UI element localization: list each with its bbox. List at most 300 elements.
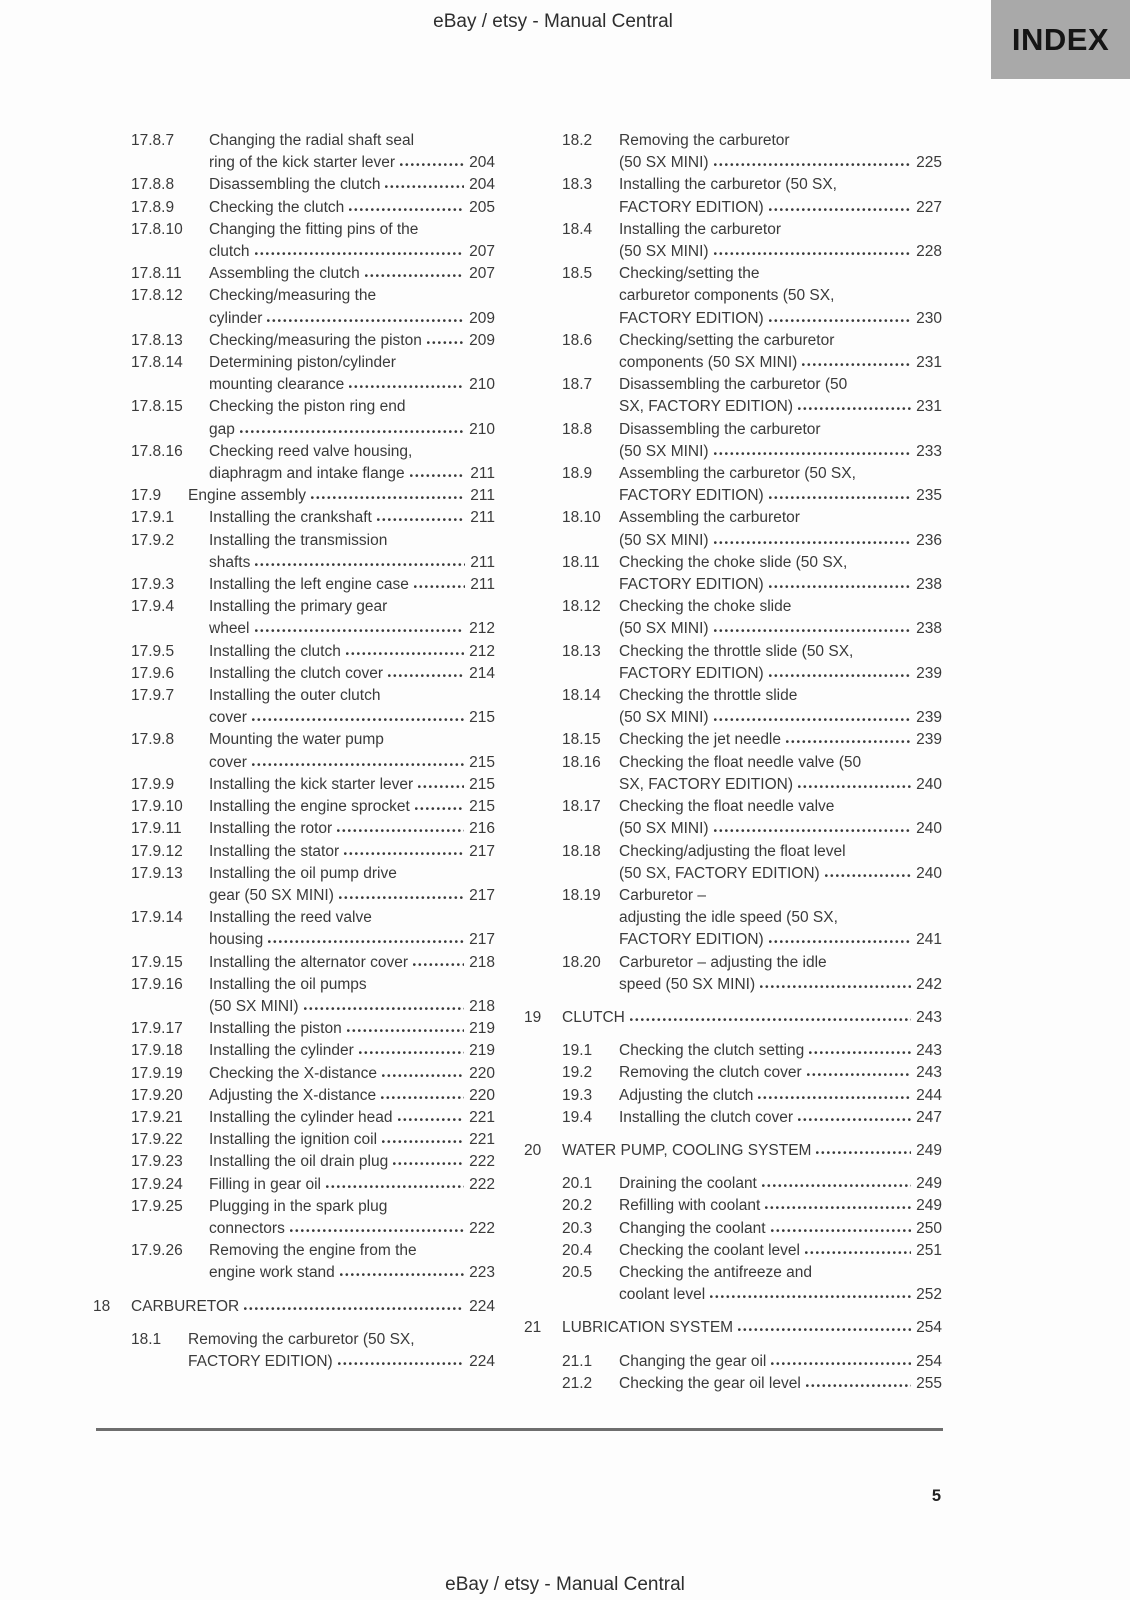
- toc-entry-text: Checking the jet needle: [619, 731, 782, 749]
- toc-entry-number: 17.9.3: [131, 576, 175, 594]
- toc-entry-number: 18.7: [562, 376, 593, 394]
- toc-entry-last-line: [619, 1284, 942, 1306]
- toc-entry-number: 18.16: [562, 753, 601, 771]
- toc-entry: [93, 1018, 495, 1040]
- toc-entry-body: [619, 1173, 942, 1195]
- toc-page-number: 218: [469, 953, 495, 971]
- dotted-leader: [802, 362, 911, 367]
- toc-entry-number: 19.1: [562, 1042, 593, 1060]
- dotted-leader: [771, 1228, 912, 1233]
- toc-entry-text: engine work stand: [209, 1264, 335, 1282]
- toc-entry-body: [209, 1018, 495, 1040]
- dotted-leader: [338, 1361, 464, 1366]
- toc-entry: [93, 574, 495, 596]
- toc-entry-text: WATER PUMP, COOLING SYSTEM: [562, 1141, 812, 1159]
- toc-page-number: 243: [916, 1042, 942, 1060]
- toc-entry-body: [619, 841, 942, 885]
- toc-page-number: 222: [469, 1153, 495, 1171]
- toc-entry-body: [562, 1140, 942, 1162]
- toc-entry-body: [209, 285, 495, 329]
- toc-entry-text: speed (50 SX MINI): [619, 975, 756, 993]
- dotted-leader: [630, 1017, 911, 1022]
- toc-entry-text: (50 SX MINI): [619, 154, 709, 172]
- toc-entry-last-line: [209, 1151, 495, 1173]
- toc-entry: [524, 1085, 942, 1107]
- toc-entry-last-line: [209, 1063, 495, 1085]
- dotted-leader: [825, 873, 911, 878]
- toc-entry-number: 18.12: [562, 598, 601, 616]
- toc-page-number: 211: [470, 487, 495, 505]
- toc-entry: [93, 818, 495, 840]
- toc-entry-body: [619, 419, 942, 463]
- toc-page-number: 222: [469, 1175, 495, 1193]
- toc-entry-last-line: [209, 663, 495, 685]
- toc-page-number: 244: [916, 1086, 942, 1104]
- toc-entry-body: [209, 1196, 495, 1240]
- toc-entry-number: 18.19: [562, 886, 601, 904]
- toc-entry: [93, 907, 495, 951]
- toc-entry-text: (50 SX MINI): [619, 820, 709, 838]
- toc-entry-body: [188, 485, 495, 507]
- toc-entry: [93, 330, 495, 352]
- toc-entry-text: (50 SX MINI): [619, 243, 709, 261]
- toc-entry-last-line: [619, 1040, 942, 1062]
- toc-entry-number: 20: [524, 1141, 542, 1159]
- toc-entry: [524, 685, 942, 729]
- toc-entry-text: mounting clearance: [209, 376, 345, 394]
- toc-entry-last-line: [209, 1018, 495, 1040]
- toc-entry-text: adjusting the idle speed (50 SX,: [619, 909, 838, 927]
- toc-entry-text: Checking/setting the carburetor: [619, 331, 835, 349]
- toc-entry-last-line: [209, 263, 495, 285]
- toc-entry-last-line: [209, 1262, 495, 1284]
- toc-entry-last-line: [209, 197, 495, 219]
- index-label: INDEX: [1011, 21, 1110, 57]
- toc-page-number: 255: [916, 1374, 942, 1392]
- toc-left-column: [93, 130, 495, 1373]
- dotted-leader: [347, 1028, 464, 1033]
- toc-entry-last-line: [619, 974, 942, 996]
- toc-entry-body: [131, 1296, 495, 1318]
- toc-entry-text: Removing the engine from the: [209, 1242, 417, 1260]
- dotted-leader: [798, 1117, 911, 1122]
- toc-entry-number: 17.9.11: [131, 820, 182, 838]
- toc-entry: [524, 729, 942, 751]
- toc-entry: [93, 952, 495, 974]
- toc-entry-number: 20.1: [562, 1175, 593, 1193]
- toc-entry-text: Installing the piston: [209, 1020, 342, 1038]
- toc-page-number: 240: [916, 775, 942, 793]
- toc-entry-number: 17.9.13: [131, 864, 183, 882]
- toc-entry-body: [619, 219, 942, 263]
- toc-entry-last-line: [619, 485, 942, 507]
- toc-entry-number: 17.9.21: [131, 1108, 183, 1126]
- toc-entry-last-line: [619, 1218, 942, 1240]
- toc-page-number: 242: [916, 975, 942, 993]
- toc-entry-last-line: [209, 1085, 495, 1107]
- toc-page-number: 251: [916, 1241, 942, 1259]
- toc-entry-text: Disassembling the clutch: [209, 176, 381, 194]
- toc-entry-last-line: [209, 929, 495, 951]
- toc-entry-text: Installing the primary gear: [209, 598, 388, 616]
- toc-page-number: 220: [469, 1064, 495, 1082]
- toc-entry-text: Adjusting the clutch: [619, 1086, 754, 1104]
- toc-entry-last-line: [619, 729, 942, 751]
- toc-entry-text: (50 SX MINI): [619, 709, 709, 727]
- toc-entry-last-line: [619, 863, 942, 885]
- toc-entry-last-line: [188, 485, 495, 507]
- toc-page-number: 224: [469, 1352, 495, 1370]
- toc-page-number: 211: [470, 465, 495, 483]
- toc-entry-last-line: [209, 841, 495, 863]
- dotted-leader: [255, 628, 465, 633]
- dotted-leader: [346, 651, 464, 656]
- toc-page-number: 217: [469, 886, 495, 904]
- toc-entry-last-line: [209, 308, 495, 330]
- toc-entry-body: [209, 263, 495, 285]
- dotted-leader: [340, 1272, 464, 1277]
- toc-page-number: 240: [916, 820, 942, 838]
- toc-entry-last-line: [209, 330, 495, 352]
- toc-entry-body: [619, 1040, 942, 1062]
- dotted-leader: [769, 318, 911, 323]
- toc-entry-number: 17.9.10: [131, 798, 183, 816]
- dotted-leader: [769, 673, 911, 678]
- toc-entry-text: FACTORY EDITION): [619, 309, 764, 327]
- toc-page-number: 222: [469, 1219, 495, 1237]
- toc-entry-number: 18.18: [562, 842, 601, 860]
- toc-entry-last-line: [619, 574, 942, 596]
- toc-entry-number: 17.9.25: [131, 1197, 183, 1215]
- toc-entry-body: [209, 1151, 495, 1173]
- toc-page-number: 239: [916, 664, 942, 682]
- toc-entry-number: 18.17: [562, 798, 601, 816]
- toc-entry-text: (50 SX MINI): [619, 442, 709, 460]
- toc-page-number: 207: [469, 243, 495, 261]
- toc-page-number: 205: [469, 198, 495, 216]
- toc-entry-text: Checking/measuring the: [209, 287, 377, 305]
- toc-entry-last-line: [619, 352, 942, 374]
- toc-chapter-entry: [524, 1007, 942, 1029]
- toc-entry-number: 17.8.11: [131, 265, 182, 283]
- toc-entry-number: 17.9.22: [131, 1131, 183, 1149]
- toc-page-number: 217: [469, 842, 495, 860]
- dotted-leader: [714, 251, 912, 256]
- toc-entry-text: Installing the reed valve: [209, 909, 372, 927]
- toc-entry-last-line: [209, 152, 495, 174]
- toc-entry-text: Changing the radial shaft seal: [209, 132, 415, 149]
- toc-entry-body: [619, 752, 942, 796]
- toc-entry-body: [562, 1007, 942, 1029]
- toc-entry: [524, 1218, 942, 1240]
- toc-entry-text: Installing the transmission: [209, 531, 388, 549]
- toc-entry: [524, 796, 942, 840]
- toc-page-number: 239: [916, 731, 942, 749]
- toc-entry-body: [619, 1262, 942, 1306]
- dotted-leader: [710, 1294, 911, 1299]
- toc-entry: [93, 1129, 495, 1151]
- toc-entry: [93, 1196, 495, 1240]
- toc-entry-text: Engine assembly: [188, 487, 307, 505]
- toc-entry-number: 17.8.15: [131, 398, 183, 416]
- toc-entry-text: Checking the throttle slide (50 SX,: [619, 642, 854, 660]
- footer-divider: [96, 1428, 943, 1431]
- toc-entry-body: [209, 530, 495, 574]
- toc-entry-last-line: [619, 1107, 942, 1129]
- dotted-leader: [344, 851, 464, 856]
- toc-entry-last-line: [209, 774, 495, 796]
- toc-entry-number: 17.8.14: [131, 354, 183, 372]
- toc-entry-body: [619, 641, 942, 685]
- toc-entry-number: 17.9.19: [131, 1064, 183, 1082]
- toc-entry-body: [619, 174, 942, 218]
- toc-entry-number: 17.9.17: [131, 1020, 183, 1038]
- toc-entry-number: 19.2: [562, 1064, 593, 1082]
- toc-entry-number: 18.3: [562, 176, 593, 194]
- toc-page-number: 241: [916, 931, 942, 949]
- toc-entry-text: (50 SX MINI): [619, 531, 709, 549]
- toc-entry-number: 20.2: [562, 1197, 593, 1215]
- toc-page-number: 211: [470, 509, 495, 527]
- toc-entry-number: 18.11: [562, 553, 600, 571]
- toc-entry-last-line: [619, 707, 942, 729]
- toc-entry-number: 18.15: [562, 731, 601, 749]
- toc-page-number: 238: [916, 620, 942, 638]
- toc-entry-last-line: [209, 641, 495, 663]
- toc-entry-number: 17.9.18: [131, 1042, 183, 1060]
- toc-entry-number: 20.3: [562, 1219, 593, 1237]
- dotted-leader: [762, 1183, 911, 1188]
- toc-entry-number: 21: [524, 1319, 542, 1337]
- toc-entry-text: Checking the X-distance: [209, 1064, 378, 1082]
- toc-page-number: 230: [916, 309, 942, 327]
- toc-page-number: 211: [470, 576, 495, 594]
- dotted-leader: [326, 1184, 464, 1189]
- toc-entry-body: [209, 441, 495, 485]
- toc-entry-last-line: [209, 885, 495, 907]
- toc-entry-text: ring of the kick starter lever: [209, 154, 396, 172]
- toc-entry-last-line: [209, 1129, 495, 1151]
- toc-entry-text: carburetor components (50 SX,: [619, 287, 835, 305]
- toc-entry-body: [209, 1129, 495, 1151]
- toc-page-number: 254: [916, 1319, 942, 1337]
- toc-entry: [524, 463, 942, 507]
- dotted-leader: [760, 984, 911, 989]
- toc-entry-last-line: [209, 796, 495, 818]
- dotted-leader: [381, 1095, 464, 1100]
- toc-chapter-entry: [93, 1296, 495, 1318]
- toc-entry-text: FACTORY EDITION): [619, 198, 764, 216]
- toc-entry-body: [209, 863, 495, 907]
- dotted-leader: [240, 429, 464, 434]
- toc-entry: [93, 1151, 495, 1173]
- toc-entry: [524, 507, 942, 551]
- toc-entry-last-line: [562, 1140, 942, 1162]
- toc-entry-last-line: [619, 1062, 942, 1084]
- toc-page-number: 240: [916, 864, 942, 882]
- dotted-leader: [427, 340, 464, 345]
- toc-entry-text: Installing the clutch cover: [619, 1108, 794, 1126]
- toc-entry-body: [209, 574, 495, 596]
- toc-entry-number: 18.1: [131, 1330, 162, 1348]
- dotted-leader: [798, 784, 911, 789]
- toc-entry-body: [209, 685, 495, 729]
- dotted-leader: [738, 1327, 911, 1332]
- toc-entry-number: 17.9.1: [131, 509, 175, 527]
- toc-entry-text: Disassembling the carburetor (50: [619, 376, 848, 394]
- toc-entry-text: shafts: [209, 553, 251, 571]
- toc-entry-body: [209, 507, 495, 529]
- toc-entry-last-line: [619, 197, 942, 219]
- toc-entry-text: coolant level: [619, 1286, 706, 1304]
- dotted-leader: [758, 1095, 911, 1100]
- toc-chapter-entry: [524, 1140, 942, 1162]
- toc-entry-number: 21.1: [562, 1352, 593, 1370]
- toc-entry-last-line: [209, 1218, 495, 1240]
- toc-entry-number: 17.9.12: [131, 842, 183, 860]
- toc-entry: [93, 352, 495, 396]
- dotted-leader: [798, 406, 911, 411]
- toc-entry: [524, 219, 942, 263]
- dotted-leader: [714, 162, 912, 167]
- toc-entry-number: 19.4: [562, 1108, 593, 1126]
- dotted-leader: [339, 895, 464, 900]
- toc-entry: [524, 130, 942, 174]
- toc-entry-text: Changing the fitting pins of the: [209, 220, 419, 238]
- toc-entry-text: Checking/adjusting the float level: [619, 842, 846, 860]
- dotted-leader: [714, 828, 912, 833]
- toc-page-number: 204: [469, 176, 495, 194]
- toc-entry-body: [619, 796, 942, 840]
- toc-entry-number: 17.8.13: [131, 331, 183, 349]
- dotted-leader: [816, 1150, 911, 1155]
- toc-entry: [524, 174, 942, 218]
- toc-entry-text: Checking reed valve housing,: [209, 442, 413, 460]
- toc-entry: [524, 1262, 942, 1306]
- toc-entry: [93, 197, 495, 219]
- toc-page-number: 239: [916, 709, 942, 727]
- toc-entry: [93, 1174, 495, 1196]
- toc-entry-last-line: [188, 1351, 495, 1373]
- toc-entry: [524, 263, 942, 330]
- toc-entry-last-line: [619, 396, 942, 418]
- toc-entry-last-line: [619, 1351, 942, 1373]
- toc-entry-text: clutch: [209, 243, 250, 261]
- toc-entry-text: gear (50 SX MINI): [209, 886, 334, 904]
- toc-entry-last-line: [619, 308, 942, 330]
- toc-page-number: 210: [469, 376, 495, 394]
- dotted-leader: [786, 739, 911, 744]
- dotted-leader: [382, 1139, 464, 1144]
- dotted-leader: [714, 540, 912, 545]
- toc-entry-body: [209, 796, 495, 818]
- toc-entry-body: [619, 1195, 942, 1217]
- toc-entry-text: Checking the coolant level: [619, 1241, 800, 1259]
- toc-entry: [93, 774, 495, 796]
- toc-entry-number: 18.10: [562, 509, 601, 527]
- toc-entry-text: connectors: [209, 1219, 285, 1237]
- toc-entry: [524, 1062, 942, 1084]
- toc-entry: [93, 1085, 495, 1107]
- toc-entry-number: 21.2: [562, 1374, 593, 1392]
- dotted-leader: [393, 1161, 464, 1166]
- toc-entry-last-line: [619, 152, 942, 174]
- toc-entry-last-line: [619, 1240, 942, 1262]
- toc-entry-body: [619, 729, 942, 751]
- toc-entry-number: 17.9.6: [131, 664, 175, 682]
- toc-entry-number: 20.5: [562, 1263, 593, 1281]
- toc-entry-text: Checking the piston ring end: [209, 398, 406, 416]
- toc-entry-last-line: [209, 818, 495, 840]
- toc-entry-text: Removing the clutch cover: [619, 1064, 802, 1082]
- toc-entry-last-line: [209, 952, 495, 974]
- dotted-leader: [267, 318, 464, 323]
- toc-entry-text: FACTORY EDITION): [619, 576, 764, 594]
- toc-entry-number: 17.9.16: [131, 975, 183, 993]
- toc-entry-number: 18.9: [562, 465, 593, 483]
- toc-entry: [93, 1240, 495, 1284]
- toc-page-number: 214: [469, 664, 495, 682]
- dotted-leader: [769, 495, 911, 500]
- toc-entry-last-line: [209, 1174, 495, 1196]
- toc-entry-text: Determining piston/cylinder: [209, 354, 396, 372]
- toc-entry-text: Carburetor – adjusting the idle: [619, 953, 827, 971]
- toc-entry-number: 18.20: [562, 953, 601, 971]
- toc-entry-number: 17.9.14: [131, 909, 183, 927]
- toc-entry: [524, 841, 942, 885]
- toc-entry-text: FACTORY EDITION): [188, 1352, 333, 1370]
- toc-entry-number: 17.8.8: [131, 176, 175, 194]
- toc-entry-text: (50 SX, FACTORY EDITION): [619, 864, 820, 882]
- dotted-leader: [714, 628, 912, 633]
- toc-entry-body: [619, 596, 942, 640]
- toc-entry-text: Draining the coolant: [619, 1175, 757, 1193]
- toc-entry-body: [209, 774, 495, 796]
- toc-entry-last-line: [209, 618, 495, 640]
- toc-entry-body: [209, 841, 495, 863]
- dotted-leader: [359, 1050, 464, 1055]
- toc-entry-last-line: [131, 1296, 495, 1318]
- toc-entry-text: wheel: [209, 620, 250, 638]
- dotted-leader: [400, 162, 464, 167]
- toc-entry-number: 18.4: [562, 220, 593, 238]
- toc-entry-text: Checking the choke slide: [619, 598, 792, 616]
- toc-page-number: 220: [469, 1086, 495, 1104]
- toc-entry-number: 19: [524, 1008, 542, 1026]
- toc-entry-text: Checking/setting the: [619, 265, 760, 283]
- toc-page-number: 235: [916, 487, 942, 505]
- toc-entry-body: [209, 1085, 495, 1107]
- toc-entry-body: [209, 596, 495, 640]
- toc-entry-text: FACTORY EDITION): [619, 487, 764, 505]
- toc-entry-last-line: [209, 507, 495, 529]
- dotted-leader: [252, 717, 464, 722]
- toc-entry-text: Checking the clutch setting: [619, 1042, 805, 1060]
- toc-page-number: 219: [469, 1020, 495, 1038]
- toc-entry: [93, 396, 495, 440]
- dotted-leader: [413, 962, 464, 967]
- toc-entry-body: [209, 330, 495, 352]
- toc-entry: [93, 663, 495, 685]
- toc-entry: [524, 330, 942, 374]
- toc-entry-number: 17.8.9: [131, 198, 175, 216]
- dotted-leader: [311, 495, 465, 500]
- toc-entry-text: Carburetor –: [619, 886, 707, 904]
- toc-page-number: 228: [916, 243, 942, 261]
- toc-page-number: 249: [916, 1197, 942, 1215]
- toc-entry-text: Installing the stator: [209, 842, 340, 860]
- toc-page-number: 238: [916, 576, 942, 594]
